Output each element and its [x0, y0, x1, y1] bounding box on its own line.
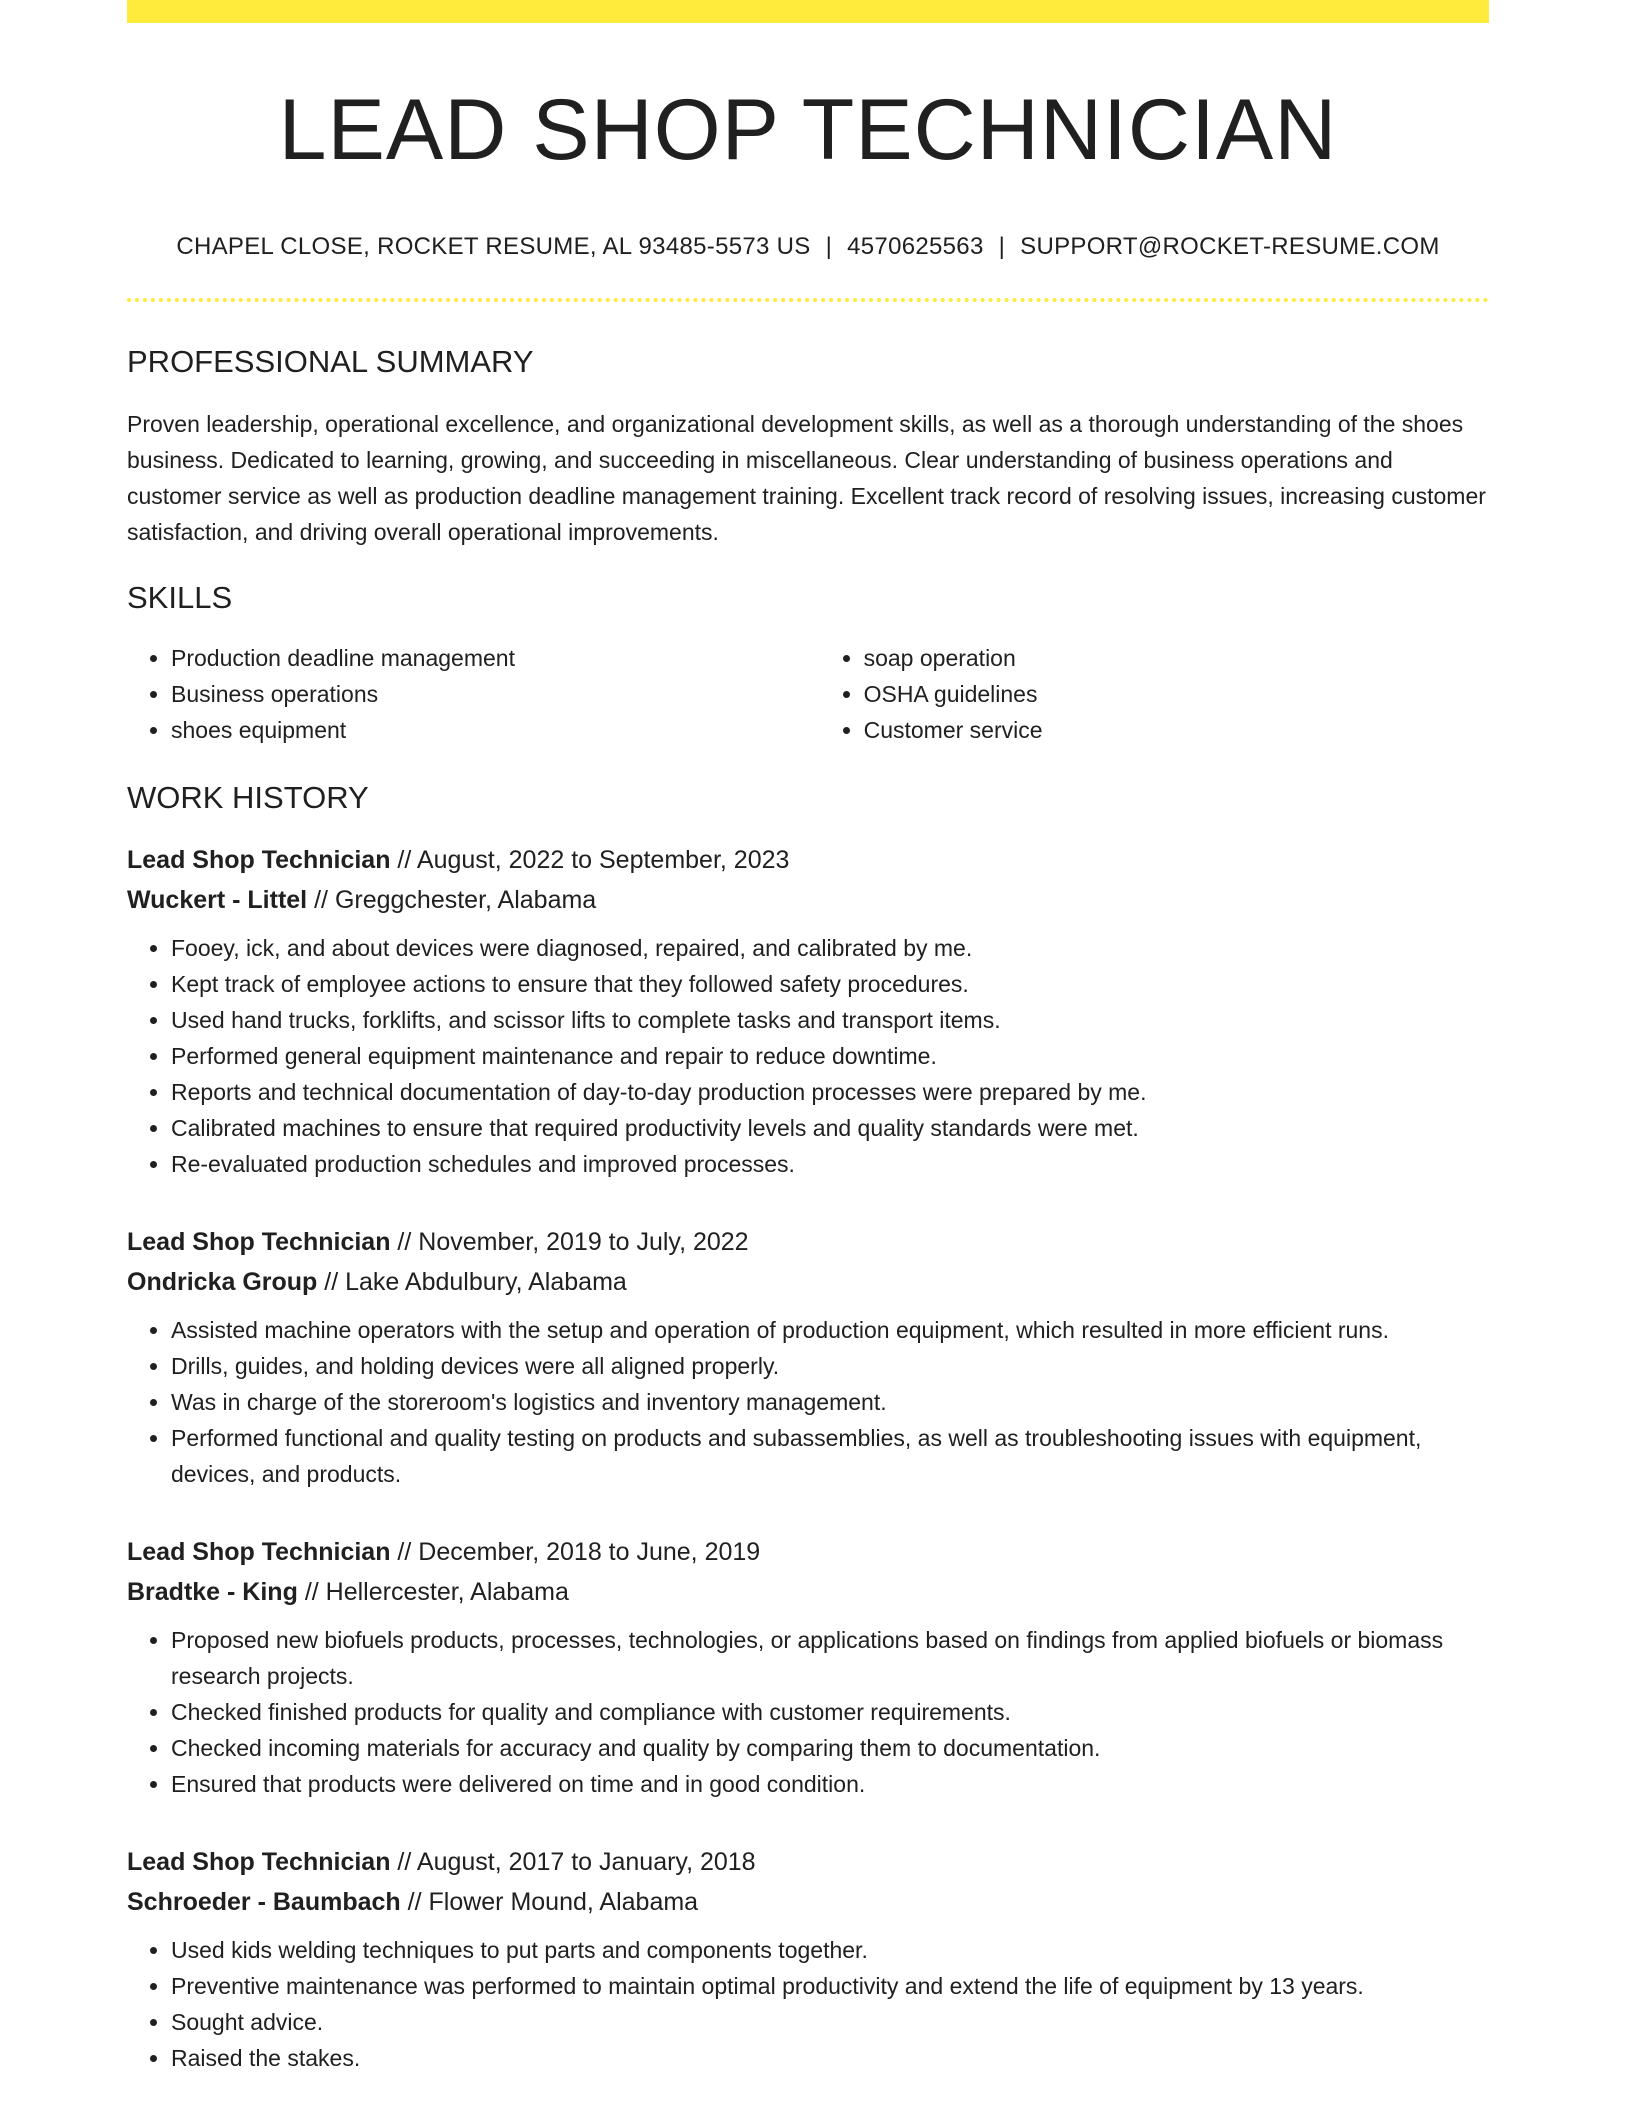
job-bullet: • Proposed new biofuels products, processes, technologies, or applications based on findings from applied biofuels or biomass research projects. [171, 1622, 1489, 1694]
skill-item: • soap operation [864, 640, 1489, 676]
job-bullet: • Was in charge of the storeroom's logistics and inventory management. [171, 1384, 1489, 1420]
job-title-line [127, 1842, 1489, 1882]
contact-separator: | [825, 233, 833, 260]
job-bullets [127, 930, 1489, 1182]
job-bullet: • Reports and technical documentation of day-to-day production processes were prepared by me. [171, 1074, 1489, 1110]
job-company-line [127, 1882, 1489, 1922]
job-bullet: • Raised the stakes. [171, 2040, 1489, 2076]
job-dates: November, 2019 to July, 2022 [418, 1228, 749, 1256]
job-title-line [127, 1532, 1489, 1572]
job-location: Greggchester, Alabama [334, 886, 597, 914]
job-bullets [127, 1312, 1489, 1492]
job-title-line [127, 1222, 1489, 1262]
job-bullet: • Assisted machine operators with the setup and operation of production equipment, which resulted in more efficient runs. [171, 1312, 1489, 1348]
contact-email: SUPPORT@ROCKET-RESUME.COM [1020, 233, 1440, 260]
contact-phone: 4570625563 [847, 233, 984, 260]
job-title: Lead Shop Technician [127, 1228, 391, 1256]
skills-column-left [127, 640, 820, 748]
job-dates: August, 2017 to January, 2018 [416, 1848, 756, 1876]
dotted-divider [127, 298, 1489, 302]
job-delimiter: // [397, 1538, 412, 1566]
job-location: Hellercester, Alabama [325, 1578, 569, 1606]
job-bullet: • Used hand trucks, forklifts, and scissor lifts to complete tasks and transport items. [171, 1002, 1489, 1038]
contact-address: CHAPEL CLOSE, ROCKET RESUME, AL 93485-5573 US [176, 233, 811, 260]
job-delimiter: // [324, 1268, 339, 1296]
skill-item: • Production deadline management [171, 640, 820, 676]
skills-column-right [820, 640, 1489, 748]
job-delimiter: // [397, 1848, 412, 1876]
job-bullet: • Used kids welding techniques to put parts and components together. [171, 1932, 1489, 1968]
job-company: Bradtke - King [127, 1578, 298, 1606]
job-bullet: • Drills, guides, and holding devices were all aligned properly. [171, 1348, 1489, 1384]
job-title: Lead Shop Technician [127, 846, 391, 874]
job-company: Wuckert - Littel [127, 886, 308, 914]
job-bullets [127, 1622, 1489, 1802]
skill-item: • Customer service [864, 712, 1489, 748]
job-company: Ondricka Group [127, 1268, 318, 1296]
job-bullet: • Checked incoming materials for accuracy and quality by comparing them to documentation. [171, 1730, 1489, 1766]
summary-heading: PROFESSIONAL SUMMARY [127, 344, 534, 379]
job-bullet: • Calibrated machines to ensure that required productivity levels and quality standards were met. [171, 1110, 1489, 1146]
job-bullet: • Re-evaluated production schedules and improved processes. [171, 1146, 1489, 1182]
job-title: Lead Shop Technician [127, 1538, 391, 1566]
job-bullets [127, 1932, 1489, 2076]
job-bullet: • Sought advice. [171, 2004, 1489, 2040]
job-delimiter: // [407, 1888, 422, 1916]
job-bullet: • Performed general equipment maintenance and repair to reduce downtime. [171, 1038, 1489, 1074]
contact-line [127, 232, 1489, 262]
job-bullet: • Ensured that products were delivered on time and in good condition. [171, 1766, 1489, 1802]
job-dates: August, 2022 to September, 2023 [416, 846, 790, 874]
job-entry [127, 1842, 1489, 2076]
job-delimiter: // [314, 886, 328, 914]
job-location: Flower Mound, Alabama [428, 1888, 699, 1916]
job-entry [127, 1222, 1489, 1492]
job-title-line [127, 840, 1489, 880]
job-delimiter: // [304, 1578, 319, 1606]
job-delimiter: // [397, 1228, 412, 1256]
resume-title: LEAD SHOP TECHNICIAN [278, 82, 1338, 178]
job-bullet: • Checked finished products for quality and compliance with customer requirements. [171, 1694, 1489, 1730]
job-bullet: • Kept track of employee actions to ensure that they followed safety procedures. [171, 966, 1489, 1002]
job-company: Schroeder - Baumbach [127, 1888, 401, 1916]
skills-list [127, 640, 1489, 748]
job-dates: December, 2018 to June, 2019 [418, 1538, 761, 1566]
job-delimiter: // [397, 846, 412, 874]
job-company-line [127, 1262, 1489, 1302]
job-bullet: • Fooey, ick, and about devices were diagnosed, repaired, and calibrated by me. [171, 930, 1489, 966]
job-bullet: • Performed functional and quality testing on products and subassemblies, as well as troubleshooting issues with equipment, devices, and products. [171, 1420, 1489, 1492]
resume-content [127, 0, 1489, 2076]
skills-heading: SKILLS [127, 580, 233, 615]
job-company-line [127, 1572, 1489, 1612]
skill-item: • Business operations [171, 676, 820, 712]
job-entry [127, 840, 1489, 1182]
skill-item: • shoes equipment [171, 712, 820, 748]
work-history-heading: WORK HISTORY [127, 780, 369, 815]
job-title: Lead Shop Technician [127, 1848, 391, 1876]
contact-separator: | [998, 233, 1006, 260]
summary-text: Proven leadership, operational excellence, and organizational development skills, as well as a thorough understanding of the shoes business. Dedicated to learning, growing, and succeeding in miscellaneous. Clear understanding of business operations and customer service as well as production deadline management training. Excellent track record of resolving issues, increasing customer satisfaction, and driving overall operational improvements. [127, 411, 1486, 545]
job-location: Lake Abdulbury, Alabama [345, 1268, 627, 1296]
job-company-line [127, 880, 1489, 920]
skill-item: • OSHA guidelines [864, 676, 1489, 712]
job-bullet: • Preventive maintenance was performed to maintain optimal productivity and extend the life of equipment by 13 years. [171, 1968, 1489, 2004]
job-entry [127, 1532, 1489, 1802]
